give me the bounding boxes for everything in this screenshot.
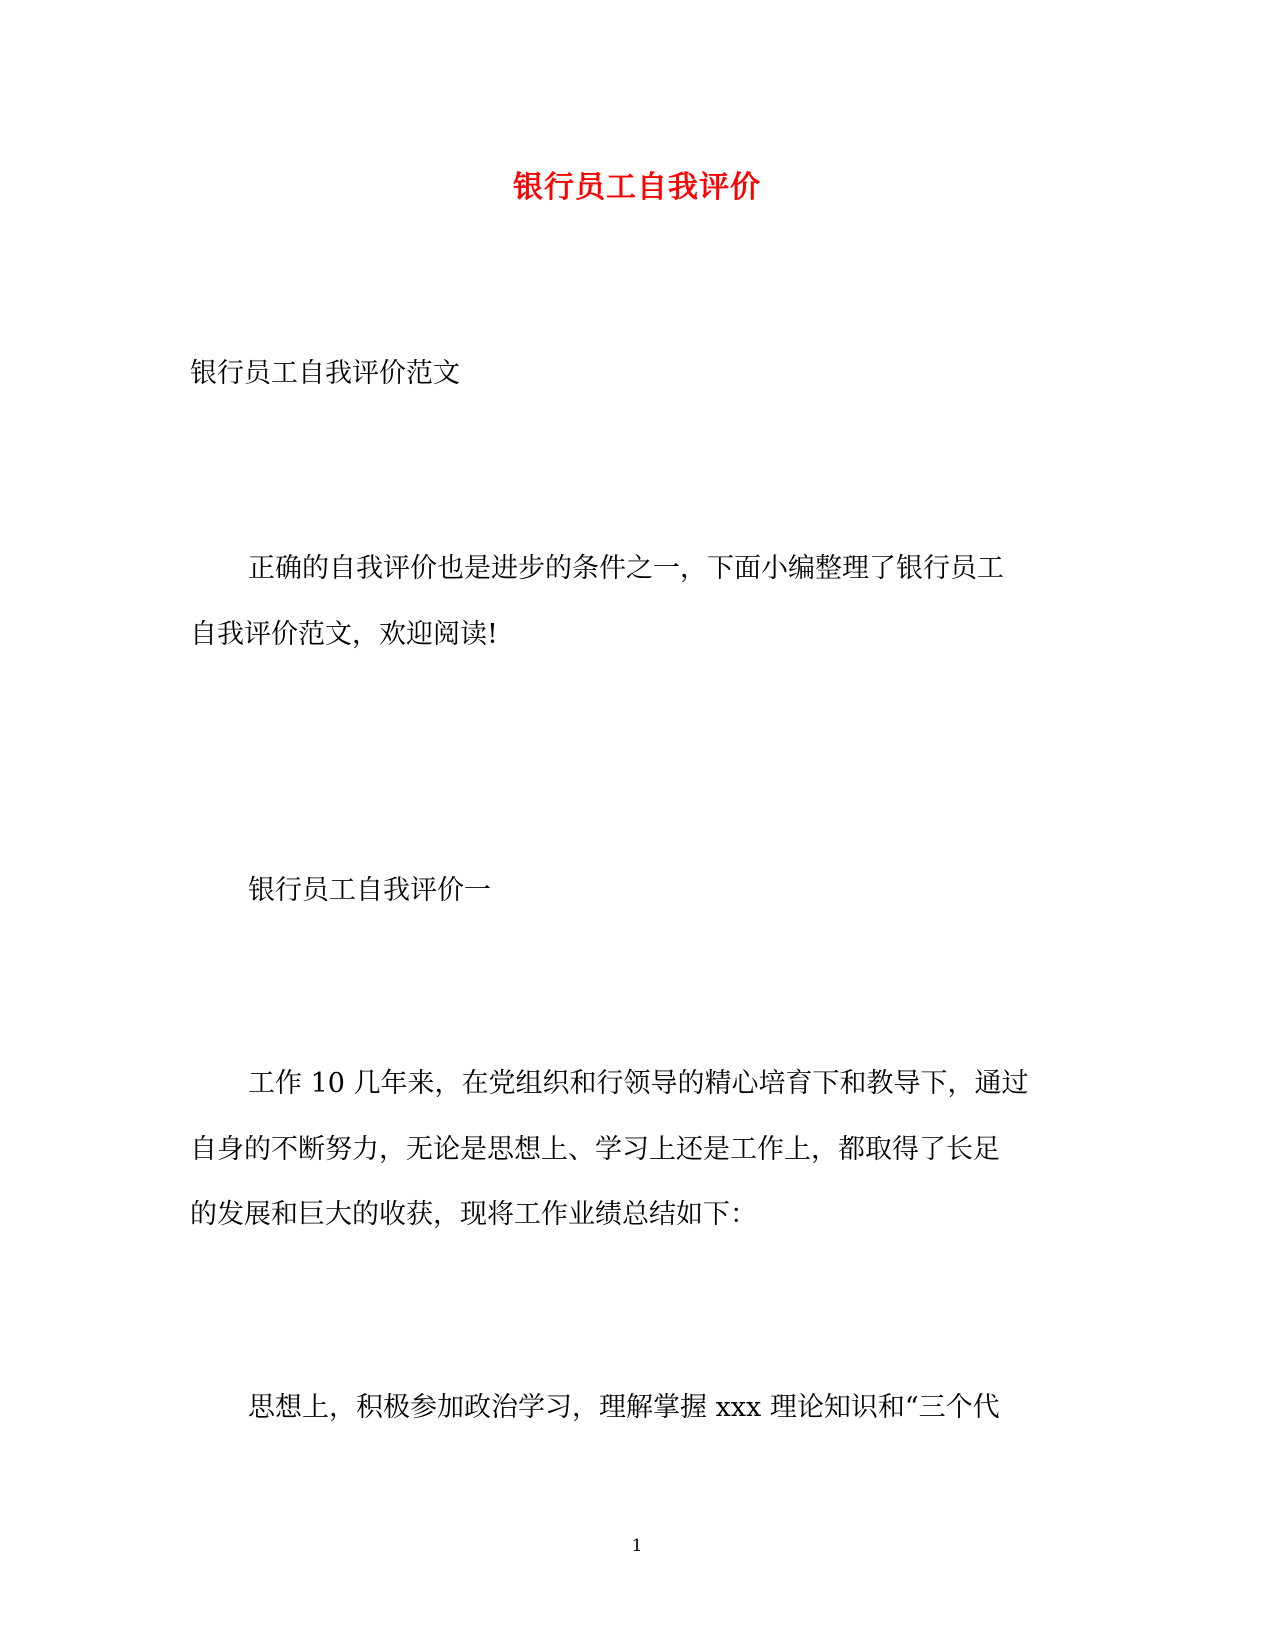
intro-line-2: 自我评价范文，欢迎阅读!: [190, 619, 498, 650]
section-heading: 银行员工自我评价一: [248, 875, 491, 906]
document-title: 银行员工自我评价: [513, 170, 761, 205]
paragraph1-line-2: 自身的不断努力，无论是思想上、学习上还是工作上，都取得了长足: [190, 1134, 1000, 1165]
paragraph2-line-1: 思想上，积极参加政治学习，理解掌握 xxx 理论知识和“三个代: [248, 1392, 1000, 1423]
paragraph1-line-3: 的发展和巨大的收获，现将工作业绩总结如下：: [190, 1199, 757, 1230]
paragraph1-line-1: 工作 10 几年来，在党组织和行领导的精心培育下和教导下，通过: [248, 1068, 1029, 1099]
page-number: 1: [631, 1536, 643, 1556]
document-subtitle: 银行员工自我评价范文: [190, 358, 460, 389]
intro-line-1: 正确的自我评价也是进步的条件之一，下面小编整理了银行员工: [248, 553, 1004, 584]
